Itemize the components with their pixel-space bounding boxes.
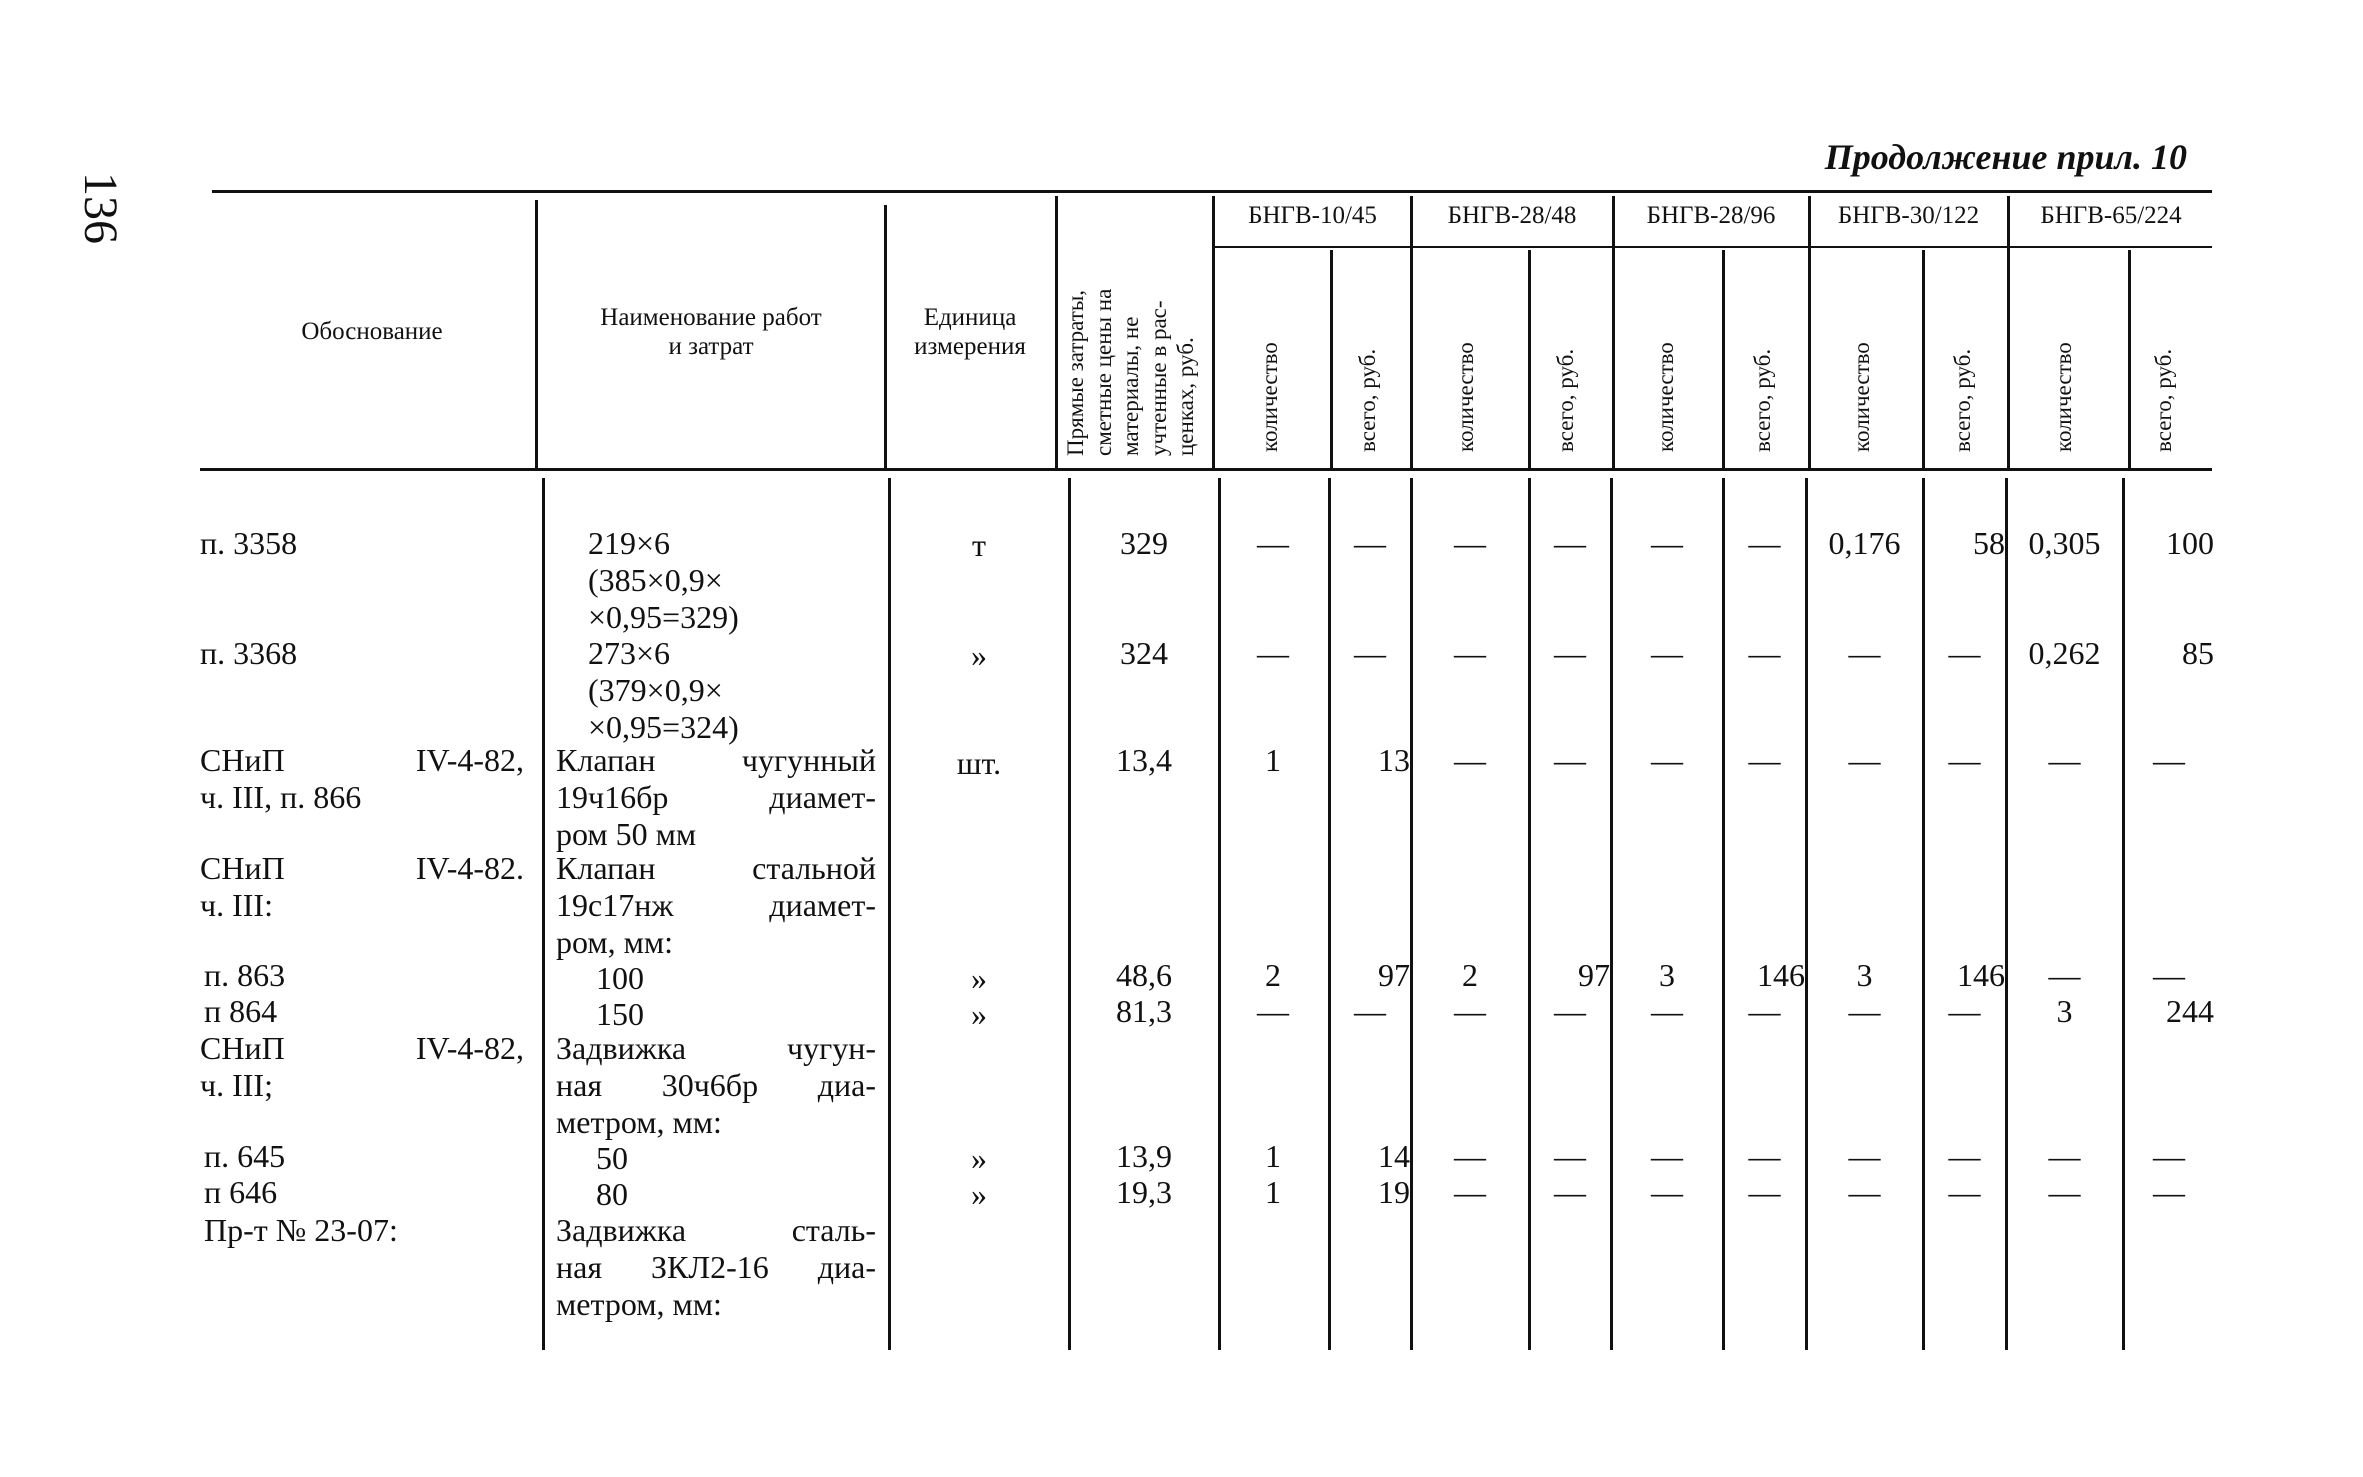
value-cell: — xyxy=(1257,635,1289,671)
value-cell: — xyxy=(2048,957,2081,993)
row-name-line xyxy=(556,779,876,816)
row-name-text: Задвижка xyxy=(556,1030,687,1066)
row-price: 13,9 xyxy=(1116,1138,1172,1174)
value-cell: — xyxy=(1651,742,1683,778)
value-cell: 244 xyxy=(2166,993,2214,1029)
row-name-text: диамет- xyxy=(769,779,876,815)
value-cell: — xyxy=(1257,525,1289,561)
value-cell: — xyxy=(1848,993,1881,1029)
row-unit: » xyxy=(971,637,987,673)
value-cell: 3 xyxy=(1856,957,1873,993)
value-cell: — xyxy=(1354,525,1386,561)
row-name-line: 219×6 xyxy=(588,525,671,561)
value-cell: — xyxy=(1454,635,1486,671)
value-cell: 97 xyxy=(1578,957,1610,993)
row-name-line xyxy=(556,1067,876,1104)
row-unit: » xyxy=(971,960,987,996)
row-basis: п. 645 xyxy=(204,1138,286,1174)
subheader-total-rub: всего, руб. xyxy=(1950,348,1975,452)
row-price: 329 xyxy=(1120,525,1168,561)
row-name-text: стальной xyxy=(752,850,876,886)
row-name-text: ная xyxy=(556,1249,603,1285)
value-cell: — xyxy=(1554,635,1586,671)
value-cell: 85 xyxy=(2182,635,2214,671)
row-name xyxy=(556,1030,876,1141)
row-name xyxy=(588,635,739,746)
row-name: 80 xyxy=(596,1176,628,1212)
value-cell: 0,176 xyxy=(1828,525,1901,561)
value-cell: — xyxy=(1848,635,1881,671)
subheader-quantity: количество xyxy=(1849,342,1874,452)
row-basis-text: IV-4-82, xyxy=(415,1030,524,1066)
header-direct-costs-line: ценках, руб. xyxy=(1173,337,1199,456)
row-name-line: ром 50 мм xyxy=(556,816,697,852)
group-header-bngv-10-45: БНГВ-10/45 xyxy=(1248,202,1377,229)
col-line xyxy=(1610,478,1613,1350)
group-header-bngv-30-122: БНГВ-30/122 xyxy=(1837,202,1980,229)
row-unit: » xyxy=(971,996,987,1032)
row-basis-line xyxy=(200,742,524,779)
value-cell: 19 xyxy=(1378,1174,1410,1210)
subheader-total-rub: всего, руб. xyxy=(1750,348,1775,452)
value-cell: 146 xyxy=(1957,957,2005,993)
col-line xyxy=(1068,478,1071,1350)
header-basis: Обоснование xyxy=(301,318,443,345)
col-line xyxy=(2007,196,2010,468)
value-cell: — xyxy=(1748,1138,1781,1174)
value-cell: — xyxy=(2048,1174,2081,1210)
row-basis xyxy=(200,742,524,816)
value-cell: 2 xyxy=(1462,957,1478,993)
value-cell: — xyxy=(1354,635,1386,671)
value-cell: — xyxy=(1748,635,1781,671)
value-cell: — xyxy=(2048,1138,2081,1174)
value-cell: — xyxy=(1748,993,1781,1029)
value-cell: — xyxy=(1257,993,1289,1029)
col-line xyxy=(1410,478,1413,1350)
row-name-text: Клапан xyxy=(556,742,656,778)
row-name-text: сталь- xyxy=(791,1212,876,1248)
col-line xyxy=(1528,250,1531,468)
row-unit: т xyxy=(972,527,986,563)
value-cell: — xyxy=(1848,1174,1881,1210)
col-line xyxy=(2005,478,2008,1350)
col-line xyxy=(535,200,538,468)
header-name-line: и затрат xyxy=(668,332,754,360)
row-name-line: метром, мм: xyxy=(556,1104,722,1140)
continuation-title: Продолжение прил. 10 xyxy=(1824,137,2187,177)
header-name xyxy=(540,304,882,362)
row-basis: п. 3358 xyxy=(200,525,298,561)
row-price: 19,3 xyxy=(1116,1174,1172,1210)
value-cell: — xyxy=(1651,1138,1683,1174)
row-basis: п. 863 xyxy=(204,957,286,993)
col-line xyxy=(1722,478,1725,1350)
value-cell: — xyxy=(1748,742,1781,778)
value-cell: — xyxy=(2153,1174,2185,1210)
row-name-text: чугун- xyxy=(787,1030,876,1066)
value-cell: — xyxy=(1948,742,1981,778)
row-name xyxy=(588,525,739,636)
subheader-total-rub: всего, руб. xyxy=(1355,348,1380,452)
value-cell: — xyxy=(1651,525,1683,561)
col-line xyxy=(2122,478,2125,1350)
row-name: 50 xyxy=(596,1140,628,1176)
row-name-line xyxy=(556,1212,876,1249)
value-cell: — xyxy=(1848,742,1881,778)
subheader-quantity: количество xyxy=(1453,342,1478,452)
row-name-text: Задвижка xyxy=(556,1212,687,1248)
header-direct-costs xyxy=(1062,289,1200,456)
col-line xyxy=(1808,196,1811,468)
value-cell: — xyxy=(1554,742,1586,778)
row-name-line xyxy=(556,1249,876,1286)
row-basis xyxy=(200,850,524,924)
row-basis-text: СНиП xyxy=(200,850,285,886)
header-direct-costs-line: материалы, не xyxy=(1118,316,1144,456)
row-basis xyxy=(200,1030,524,1104)
value-cell: — xyxy=(1454,1138,1486,1174)
header-unit xyxy=(886,304,1054,362)
header-name-line: Наименование работ xyxy=(600,304,822,331)
col-line xyxy=(1218,478,1221,1350)
row-price: 324 xyxy=(1120,635,1168,671)
table-top-rule xyxy=(212,190,2212,193)
value-cell: 97 xyxy=(1378,957,1410,993)
value-cell: — xyxy=(1454,742,1486,778)
row-name-line: метром, мм: xyxy=(556,1286,722,1322)
col-line xyxy=(2128,250,2131,468)
value-cell: 100 xyxy=(2166,525,2214,561)
row-name-line: ×0,95=329) xyxy=(588,599,739,635)
col-line xyxy=(542,478,545,1350)
subheader-quantity: количество xyxy=(1257,342,1282,452)
col-line xyxy=(1528,478,1531,1350)
header-direct-costs-line: учтенные в рас- xyxy=(1145,300,1171,456)
row-name-line xyxy=(556,887,876,924)
row-basis-line: ч. III: xyxy=(200,887,273,923)
value-cell: 2 xyxy=(1265,957,1281,993)
col-line xyxy=(1922,250,1925,468)
row-name-line xyxy=(556,850,876,887)
value-cell: — xyxy=(1748,1174,1781,1210)
header-direct-costs-line: сметные цены на xyxy=(1090,288,1116,456)
row-unit: » xyxy=(971,1140,987,1176)
value-cell: 0,262 xyxy=(2028,635,2101,671)
row-name-text: Клапан xyxy=(556,850,656,886)
col-line xyxy=(1330,250,1333,468)
value-cell: — xyxy=(1454,993,1486,1029)
row-basis: Пр-т № 23-07: xyxy=(204,1212,398,1248)
value-cell: 146 xyxy=(1757,957,1805,993)
row-price: 81,3 xyxy=(1116,993,1172,1029)
row-name-text: 19с17нж xyxy=(556,887,674,923)
value-cell: — xyxy=(1454,525,1486,561)
row-name xyxy=(556,1212,876,1323)
row-basis: п. 3368 xyxy=(200,635,298,671)
col-line xyxy=(1922,478,1925,1350)
row-basis-text: IV-4-82. xyxy=(415,850,524,886)
group-header-bngv-65-224: БНГВ-65/224 xyxy=(2040,202,2182,229)
value-cell: 58 xyxy=(1973,525,2005,561)
row-basis-text: СНиП xyxy=(200,742,285,778)
page-number: 136 xyxy=(74,172,127,244)
row-basis: п 864 xyxy=(204,993,278,1029)
value-cell: 1 xyxy=(1265,1138,1281,1174)
header-unit-line: измерения xyxy=(914,332,1026,360)
row-name-text: диамет- xyxy=(769,887,876,923)
value-cell: 13 xyxy=(1378,742,1410,778)
value-cell: — xyxy=(1848,1138,1881,1174)
header-unit-line: Единица xyxy=(923,304,1017,331)
header-direct-costs-line: Прямые затраты, xyxy=(1063,289,1088,456)
value-cell: — xyxy=(1651,635,1683,671)
row-basis-line xyxy=(200,1030,524,1067)
value-cell: — xyxy=(1651,1174,1683,1210)
value-cell: — xyxy=(1554,993,1586,1029)
value-cell: 0,305 xyxy=(2028,525,2101,561)
value-cell: — xyxy=(1748,525,1781,561)
row-name xyxy=(556,850,876,961)
value-cell: 3 xyxy=(2056,993,2073,1029)
value-cell: — xyxy=(1948,635,1981,671)
group-rule xyxy=(1212,246,2212,248)
row-name-text: 19ч16бр xyxy=(556,779,669,815)
value-cell: 3 xyxy=(1659,957,1675,993)
col-line xyxy=(1722,250,1725,468)
value-cell: — xyxy=(2153,742,2185,778)
value-cell: 1 xyxy=(1265,742,1281,778)
value-cell: — xyxy=(1554,525,1586,561)
row-name: 100 xyxy=(596,960,644,996)
value-cell: — xyxy=(2153,957,2185,993)
row-name-line: ром, мм: xyxy=(556,924,674,960)
row-price: 13,4 xyxy=(1116,742,1172,778)
row-name: 150 xyxy=(596,996,644,1032)
col-line xyxy=(1410,196,1413,468)
header-bottom-rule xyxy=(200,468,2212,471)
row-name-text: ная xyxy=(556,1067,603,1103)
row-name-text: диа- xyxy=(817,1249,876,1285)
subheader-total-rub: всего, руб. xyxy=(1553,348,1578,452)
col-line xyxy=(1055,196,1058,468)
col-line xyxy=(1612,196,1615,468)
subheader-quantity: количество xyxy=(1653,342,1678,452)
row-name-line xyxy=(556,742,876,779)
row-name-line: 273×6 xyxy=(588,635,671,671)
col-line xyxy=(1212,196,1215,468)
value-cell: — xyxy=(2048,742,2081,778)
value-cell: 14 xyxy=(1378,1138,1410,1174)
row-basis: п 646 xyxy=(204,1174,278,1210)
subheader-quantity: количество xyxy=(2051,342,2076,452)
row-basis-line xyxy=(200,850,524,887)
value-cell: — xyxy=(1354,993,1386,1029)
row-basis-text: IV-4-82, xyxy=(415,742,524,778)
group-header-bngv-28-48: БНГВ-28/48 xyxy=(1447,202,1577,229)
group-header-bngv-28-96: БНГВ-28/96 xyxy=(1646,202,1776,229)
row-price: 48,6 xyxy=(1116,957,1172,993)
value-cell: — xyxy=(1948,1138,1981,1174)
row-basis-text: СНиП xyxy=(200,1030,285,1066)
row-name-line: (379×0,9× xyxy=(588,672,723,708)
row-name-text: диа- xyxy=(817,1067,876,1103)
row-unit: » xyxy=(971,1176,987,1212)
value-cell: — xyxy=(1554,1174,1586,1210)
value-cell: — xyxy=(1651,993,1683,1029)
row-basis-line: ч. III; xyxy=(200,1067,273,1103)
row-name-text: чугунный xyxy=(741,742,876,778)
row-name-line: ×0,95=324) xyxy=(588,709,739,745)
value-cell: — xyxy=(1454,1174,1486,1210)
row-name-line: (385×0,9× xyxy=(588,562,723,598)
value-cell: — xyxy=(1948,1174,1981,1210)
col-line xyxy=(1805,478,1808,1350)
value-cell: — xyxy=(1948,993,1981,1029)
row-name-text: 30ч6бр xyxy=(661,1067,759,1103)
subheader-total-rub: всего, руб. xyxy=(2151,348,2176,452)
value-cell: — xyxy=(2153,1138,2185,1174)
row-name-text: ЗКЛ2-16 xyxy=(651,1249,769,1285)
value-cell: — xyxy=(1554,1138,1586,1174)
row-name xyxy=(556,742,876,853)
row-basis-line: ч. III, п. 866 xyxy=(200,779,362,815)
row-name-line xyxy=(556,1030,876,1067)
col-line xyxy=(1328,478,1331,1350)
value-cell: 1 xyxy=(1265,1174,1281,1210)
col-line xyxy=(888,478,891,1350)
row-unit: шт. xyxy=(956,745,1002,781)
